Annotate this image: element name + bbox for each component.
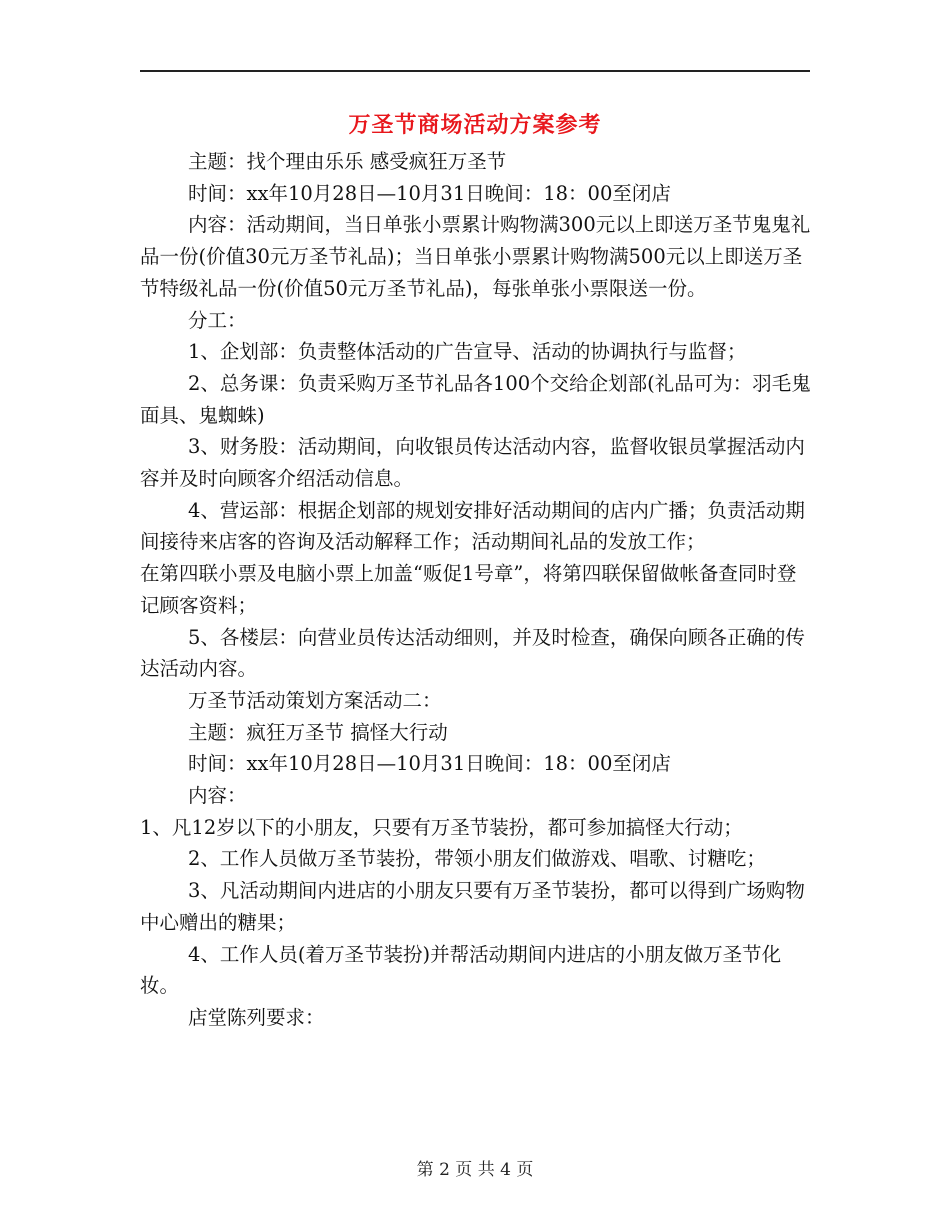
paragraph: 主题：疯狂万圣节 搞怪大行动 — [188, 720, 448, 744]
paragraph: 3、财务股：活动期间，向收银员传达活动内容，监督收银员掌握活动内容并及时向顾客介绍活动信息。 — [140, 435, 805, 491]
paragraph: 万圣节活动策划方案活动二： — [188, 688, 442, 712]
paragraph: 内容： — [188, 784, 247, 808]
paragraph: 2、工作人员做万圣节装扮，带领小朋友们做游戏、唱歌、讨糖吃； — [188, 847, 766, 871]
paragraph: 时间：xx年10月28日—10月31日晚间：18：00至闭店 — [188, 181, 671, 205]
paragraph: 1、企划部：负责整体活动的广告宣导、活动的协调执行与监督； — [188, 340, 747, 364]
document-body — [140, 146, 812, 1034]
document-title: 万圣节商场活动方案参考 — [348, 112, 602, 138]
paragraph: 5、各楼层：向营业员传达活动细则，并及时检查，确保向顾各正确的传达活动内容。 — [140, 625, 805, 681]
paragraph: 内容：活动期间，当日单张小票累计购物满300元以上即送万圣节鬼鬼礼品一份(价值30元万圣节礼品)；当日单张小票累计购物满500元以上即送万圣节特级礼品一份(价值50元万圣节礼品)，每张单张小票限送一份。 — [140, 213, 811, 300]
paragraph: 主题：找个理由乐乐 感受疯狂万圣节 — [188, 150, 507, 173]
paragraph: 2、总务课：负责采购万圣节礼品各100个交给企划部(礼品可为：羽毛鬼面具、鬼蜘蛛) — [140, 371, 811, 427]
paragraph: 1、凡12岁以下的小朋友，只要有万圣节装扮，都可参加搞怪大行动； — [140, 815, 743, 839]
paragraph: 时间：xx年10月28日—10月31日晚间：18：00至闭店 — [188, 752, 671, 776]
paragraph: 4、工作人员(着万圣节装扮)并帮活动期间内进店的小朋友做万圣节化妆。 — [140, 942, 782, 998]
paragraph: 店堂陈列要求： — [188, 1005, 325, 1029]
paragraph: 4、营运部：根据企划部的规划安排好活动期间的店内广播；负责活动期间接待来店客的咨询及活动解释工作；活动期间礼品的发放工作； — [140, 498, 805, 554]
page-footer: 第 2 页 共 4 页 — [416, 1160, 534, 1180]
paragraph: 3、凡活动期间内进店的小朋友只要有万圣节装扮，都可以得到广场购物中心赠出的糖果； — [140, 879, 805, 934]
header-rule — [140, 70, 810, 72]
paragraph: 分工： — [188, 308, 247, 332]
paragraph: 在第四联小票及电脑小票上加盖“贩促1号章”，将第四联保留做帐备查同时登记顾客资料； — [140, 562, 797, 617]
